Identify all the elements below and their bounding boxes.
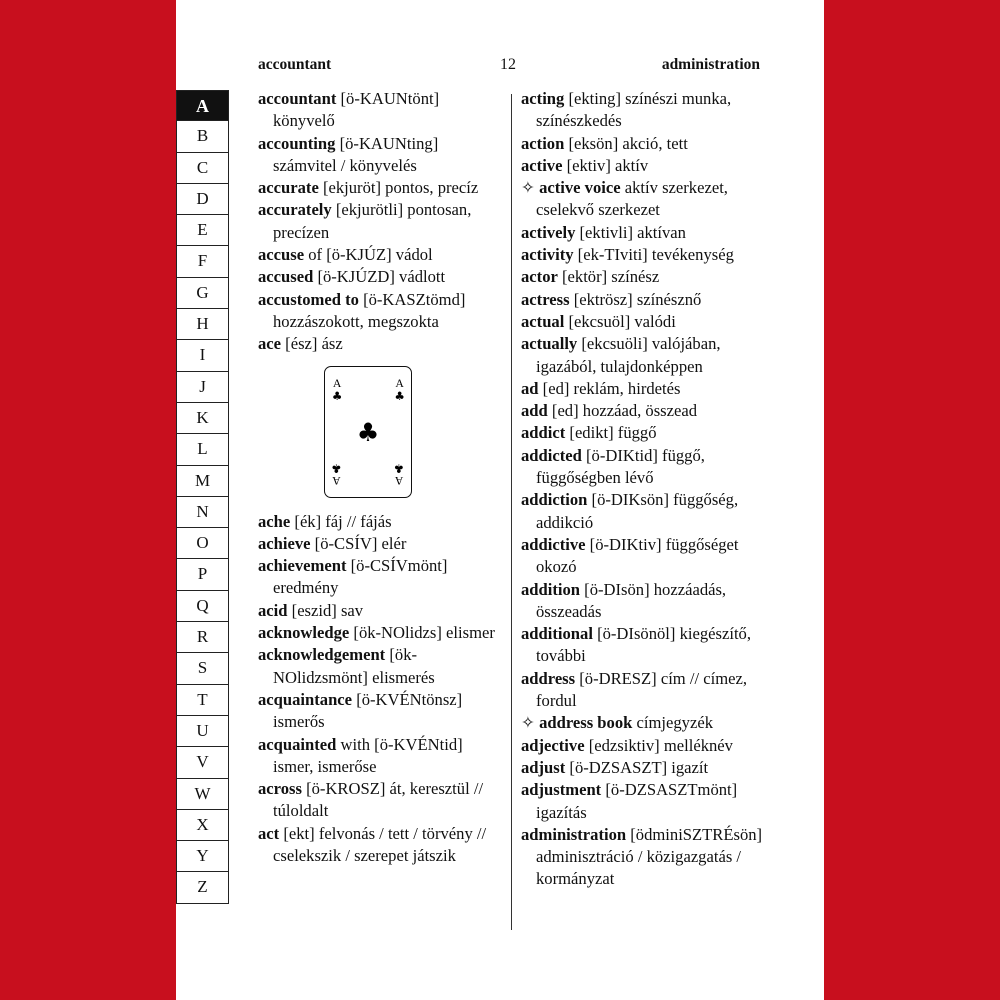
definition: [ö-DRESZ] cím // címez, fordul xyxy=(536,668,747,711)
header-first-word: accountant xyxy=(258,56,332,73)
dictionary-page xyxy=(176,0,824,1000)
phrase-marker-icon: ✧ xyxy=(521,178,540,198)
headword: action xyxy=(521,133,565,153)
dictionary-entry xyxy=(521,400,763,422)
definition: [edzsiktiv] melléknév xyxy=(584,735,733,755)
dictionary-entry xyxy=(521,445,763,490)
definition: [ö-DIsön] hozzáadás, összeadás xyxy=(536,579,727,621)
letter-tab-g[interactable]: G xyxy=(176,278,229,309)
card-center-suit: ♣ xyxy=(356,416,380,447)
headword: add xyxy=(521,401,548,421)
headword: addictive xyxy=(521,534,586,554)
card-suit-top: ♣ xyxy=(331,388,343,403)
phrase-marker-icon: ✧ xyxy=(521,713,540,733)
definition: [ök-NOlidzs] elismer xyxy=(349,623,495,643)
definition: [ék] fáj // fájás xyxy=(290,511,392,531)
dictionary-entry xyxy=(521,133,763,155)
headword: acknowledge xyxy=(258,623,350,643)
dictionary-entry xyxy=(258,333,498,355)
headword: acknowledgement xyxy=(258,645,386,665)
letter-tab-h[interactable]: H xyxy=(176,309,229,340)
letter-tab-d[interactable]: D xyxy=(176,184,229,215)
letter-tab-y[interactable]: Y xyxy=(176,841,229,872)
headword: accuse xyxy=(258,245,305,265)
letter-tab-k[interactable]: K xyxy=(176,403,229,434)
headword: addicted xyxy=(521,445,582,465)
headword: accounting xyxy=(258,133,336,153)
headword: actively xyxy=(521,222,576,242)
right-column xyxy=(521,88,763,891)
dictionary-entry xyxy=(521,378,763,400)
dictionary-entry xyxy=(258,133,498,178)
definition: [ed] hozzáad, összead xyxy=(547,401,698,421)
letter-tab-m[interactable]: M xyxy=(176,466,229,497)
headword: addition xyxy=(521,579,581,599)
headword: additional xyxy=(521,624,593,644)
definition: of [ö-KJÚZ] vádol xyxy=(304,245,433,265)
letter-tab-w[interactable]: W xyxy=(176,779,229,810)
letter-tab-t[interactable]: T xyxy=(176,685,229,716)
dictionary-entry xyxy=(521,712,763,734)
letter-tab-r[interactable]: R xyxy=(176,622,229,653)
letter-tab-e[interactable]: E xyxy=(176,215,229,246)
headword: acid xyxy=(258,600,288,620)
headword: accurately xyxy=(258,200,332,220)
definition: [ö-DIsönöl] kiegészítő, további xyxy=(536,624,751,666)
card-suit-bottom-right: ♣ xyxy=(331,460,342,475)
headword: activity xyxy=(521,245,574,265)
definition: [ekcsuöli] valójában, igazából, tulajdonképpen xyxy=(536,334,721,376)
headword: achievement xyxy=(258,556,347,576)
dictionary-entry xyxy=(521,668,763,713)
dictionary-entry xyxy=(521,244,763,266)
dictionary-entry xyxy=(521,311,763,333)
letter-tab-c[interactable]: C xyxy=(176,153,229,184)
headword: adjective xyxy=(521,735,585,755)
headword: address book xyxy=(539,713,633,733)
letter-tab-q[interactable]: Q xyxy=(176,591,229,622)
definition: [ekjuröt] pontos, precíz xyxy=(318,178,479,198)
dictionary-entry xyxy=(258,244,498,266)
letter-tab-p[interactable]: P xyxy=(176,559,229,590)
dictionary-entry xyxy=(521,289,763,311)
headword: ache xyxy=(258,511,291,531)
dictionary-entry xyxy=(521,333,763,378)
definition: [ödminiSZTRÉsön] adminisztráció / közigazgatás / kormányzat xyxy=(536,824,763,889)
definition: with [ö-KVÉNtid] ismer, ismerőse xyxy=(273,734,463,776)
alphabet-tabs xyxy=(176,90,229,904)
page-number: 12 xyxy=(500,56,516,73)
headword: active voice xyxy=(539,178,621,198)
header-last-word: administration xyxy=(661,56,760,73)
dictionary-entry xyxy=(521,757,763,779)
letter-tab-l[interactable]: L xyxy=(176,434,229,465)
definition: [ekt] felvonás / tett / törvény // cselekszik / szerepet játszik xyxy=(273,823,487,866)
dictionary-entry xyxy=(258,511,498,533)
dictionary-entry xyxy=(521,422,763,444)
dictionary-entry xyxy=(521,824,763,891)
definition: [ektör] színész xyxy=(557,267,660,287)
definition: [ö-KAUNting] számvitel / könyvelés xyxy=(273,133,439,175)
definition: [ö-KROSZ] át, keresztül // túloldalt xyxy=(273,779,484,821)
headword: acquainted xyxy=(258,734,337,754)
headword: act xyxy=(258,823,280,843)
definition: [ed] reklám, hirdetés xyxy=(538,378,681,398)
letter-tab-v[interactable]: V xyxy=(176,747,229,778)
headword: actor xyxy=(521,267,558,287)
headword: addiction xyxy=(521,490,588,510)
dictionary-entry xyxy=(258,689,498,734)
ace-of-clubs-illustration xyxy=(258,356,498,511)
headword: achieve xyxy=(258,533,311,553)
headword: accountant xyxy=(258,89,337,108)
definition: [ekjurötli] pontosan, precízen xyxy=(273,200,472,242)
dictionary-entry xyxy=(258,289,498,334)
letter-tab-u[interactable]: U xyxy=(176,716,229,747)
left-column xyxy=(258,88,498,867)
dictionary-entry xyxy=(258,199,498,244)
letter-tab-j[interactable]: J xyxy=(176,372,229,403)
headword: acting xyxy=(521,89,565,108)
definition: [ö-DZSASZT] igazít xyxy=(565,757,709,777)
definition: [ö-DIKtid] függő, függőségben lévő xyxy=(536,445,705,488)
dictionary-entry xyxy=(258,734,498,779)
definition: [ektrösz] színésznő xyxy=(569,289,702,309)
letter-tab-n[interactable]: N xyxy=(176,497,229,528)
headword: accustomed to xyxy=(258,289,359,309)
definition: [eksön] akció, tett xyxy=(564,133,688,153)
headword: actress xyxy=(521,289,570,309)
card-rank-bottom: A xyxy=(394,473,404,487)
letter-tab-b[interactable]: B xyxy=(176,121,229,152)
letter-tab-s[interactable]: S xyxy=(176,653,229,684)
column-divider xyxy=(511,94,512,930)
headword: actually xyxy=(521,334,578,354)
definition: [ek-TIviti] tevékenység xyxy=(573,245,734,265)
dictionary-entry xyxy=(521,155,763,177)
definition: [ö-CSÍV] elér xyxy=(310,533,407,553)
definition: [ö-DIKsön] függőség, addikció xyxy=(536,490,739,532)
headword: administration xyxy=(521,824,627,844)
dictionary-entry xyxy=(258,823,498,868)
headword: address xyxy=(521,668,576,688)
definition: [ö-KASZtömd] hozzászokott, megszokta xyxy=(273,289,466,331)
headword: ace xyxy=(258,334,282,354)
definition: [ö-DZSASZTmönt] igazítás xyxy=(536,780,738,822)
playing-card-icon xyxy=(324,366,412,498)
headword: accurate xyxy=(258,178,319,198)
headword: adjustment xyxy=(521,780,602,800)
definition: [ök-NOlidzsmönt] elismerés xyxy=(273,645,435,687)
card-rank-top: A xyxy=(332,376,342,390)
dictionary-entry xyxy=(258,88,498,133)
definition: [ekting] színészi munka, színészkedés xyxy=(536,89,732,131)
dictionary-entry xyxy=(521,623,763,668)
definition: [ö-DIKtiv] függőséget okozó xyxy=(536,534,739,577)
dictionary-entry xyxy=(258,600,498,622)
definition: [ektiv] aktív xyxy=(562,155,649,175)
dictionary-entry xyxy=(521,222,763,244)
headword: across xyxy=(258,779,302,799)
dictionary-entry xyxy=(258,555,498,600)
dictionary-entry xyxy=(258,266,498,288)
letter-tab-a[interactable]: A xyxy=(176,90,229,121)
letter-tab-x[interactable]: X xyxy=(176,810,229,841)
headword: adjust xyxy=(521,757,566,777)
definition: [ö-KJÚZD] vádlott xyxy=(313,267,446,287)
card-rank-bottom-right: A xyxy=(332,473,341,487)
definition: [ekcsuöl] valódi xyxy=(564,311,676,331)
dictionary-entry xyxy=(521,779,763,824)
dictionary-entry xyxy=(521,88,763,133)
letter-tab-z[interactable]: Z xyxy=(176,872,229,903)
dictionary-entry xyxy=(521,735,763,757)
dictionary-entry xyxy=(258,533,498,555)
headword: addict xyxy=(521,423,566,443)
definition: [ö-KVÉNtönsz] ismerős xyxy=(273,689,463,732)
definition: [eszid] sav xyxy=(287,600,364,620)
dictionary-entry xyxy=(521,489,763,534)
card-suit-top-right: ♣ xyxy=(394,388,405,403)
dictionary-entry xyxy=(521,534,763,579)
dictionary-entry xyxy=(521,177,763,222)
headword: ad xyxy=(521,378,539,398)
headword: active xyxy=(521,155,563,175)
card-rank-top-right: A xyxy=(395,376,404,390)
dictionary-entry xyxy=(521,266,763,288)
card-suit-bottom: ♣ xyxy=(393,460,405,475)
letter-tab-i[interactable]: I xyxy=(176,340,229,371)
definition: [ektivli] aktívan xyxy=(575,222,686,242)
definition: [edikt] függő xyxy=(565,423,657,443)
definition: [ö-CSÍVmönt] eredmény xyxy=(273,556,448,598)
definition: címjegyzék xyxy=(632,713,714,733)
letter-tab-f[interactable]: F xyxy=(176,246,229,277)
headword: accused xyxy=(258,267,314,287)
dictionary-entry xyxy=(258,177,498,199)
dictionary-entry xyxy=(258,644,498,689)
definition: [ö-KAUNtönt] könyvelő xyxy=(273,89,440,131)
letter-tab-o[interactable]: O xyxy=(176,528,229,559)
definition: aktív szerkezet, cselekvő szerkezet xyxy=(536,178,728,220)
dictionary-entry xyxy=(258,778,498,823)
headword: actual xyxy=(521,311,565,331)
headword: acquaintance xyxy=(258,689,353,709)
definition: [ész] ász xyxy=(281,334,343,354)
dictionary-entry xyxy=(521,579,763,624)
dictionary-entry xyxy=(258,622,498,644)
